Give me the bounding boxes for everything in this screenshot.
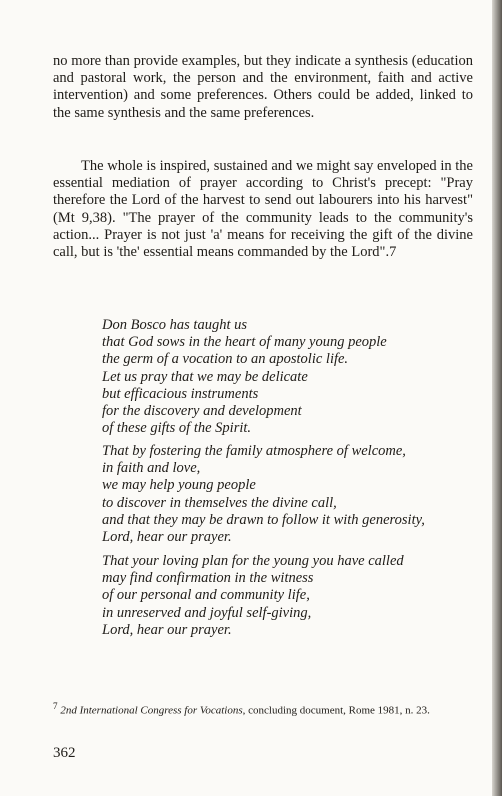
poem-line: Let us pray that we may be delicate [102, 368, 308, 385]
footnote-number: 7 [53, 701, 58, 711]
paragraph-1: no more than provide examples, but they indicate a synthesis (education and pastoral work, the person and the environment, faith and active intervention) and some preferences. Others could be added, linked to the same synthesis and the same preferences. [53, 53, 473, 121]
poem-line: that God sows in the heart of many young people [102, 334, 387, 351]
poem-line: Don Bosco has taught us [102, 317, 247, 333]
poem-line: to discover in themselves the divine call, [102, 494, 337, 511]
poem-line: Lord, hear our prayer. [102, 621, 232, 638]
prayer-stanza-2 [102, 443, 482, 546]
footnote [53, 701, 430, 717]
poem-line: That by fostering the family atmosphere of welcome, [102, 443, 406, 459]
poem-line: may find confirmation in the witness [102, 570, 314, 587]
poem-line: of our personal and community life, [102, 587, 310, 604]
paragraph-2 [53, 158, 473, 261]
poem-line: of these gifts of the Spirit. [102, 420, 252, 437]
prayer-stanza-3 [102, 553, 482, 639]
footnote-rest: , concluding document, Rome 1981, n. 23. [242, 704, 430, 717]
footnote-title: 2nd International Congress for Vocations [60, 704, 243, 717]
poem-line: the germ of a vocation to an apostolic life. [102, 351, 349, 368]
poem-line: and that they may be drawn to follow it with generosity, [102, 511, 425, 528]
page-edge-shadow [492, 0, 502, 796]
paragraph-2-text: The whole is inspired, sustained and we might say enveloped in the essential mediation of prayer according to Christ's precept: "Pray therefore the Lord of the harvest to send out labourers into his harvest" (Mt 9,38). "The prayer of the community leads to the community's action... Prayer is not just 'a' means for receiving the gift of the divine call, but is 'the' essential means commanded by the Lord".7 [53, 158, 473, 261]
poem-line: in faith and love, [102, 460, 201, 477]
poem-line: That your loving plan for the young you have called [102, 553, 404, 569]
poem-line: but efficacious instruments [102, 385, 259, 402]
poem-line: we may help young people [102, 477, 256, 494]
poem-line: in unreserved and joyful self-giving, [102, 604, 312, 621]
prayer-stanza-1 [102, 317, 482, 437]
poem-line: Lord, hear our prayer. [102, 529, 232, 546]
poem-line: for the discovery and development [102, 403, 302, 420]
page-number: 362 [53, 745, 76, 761]
